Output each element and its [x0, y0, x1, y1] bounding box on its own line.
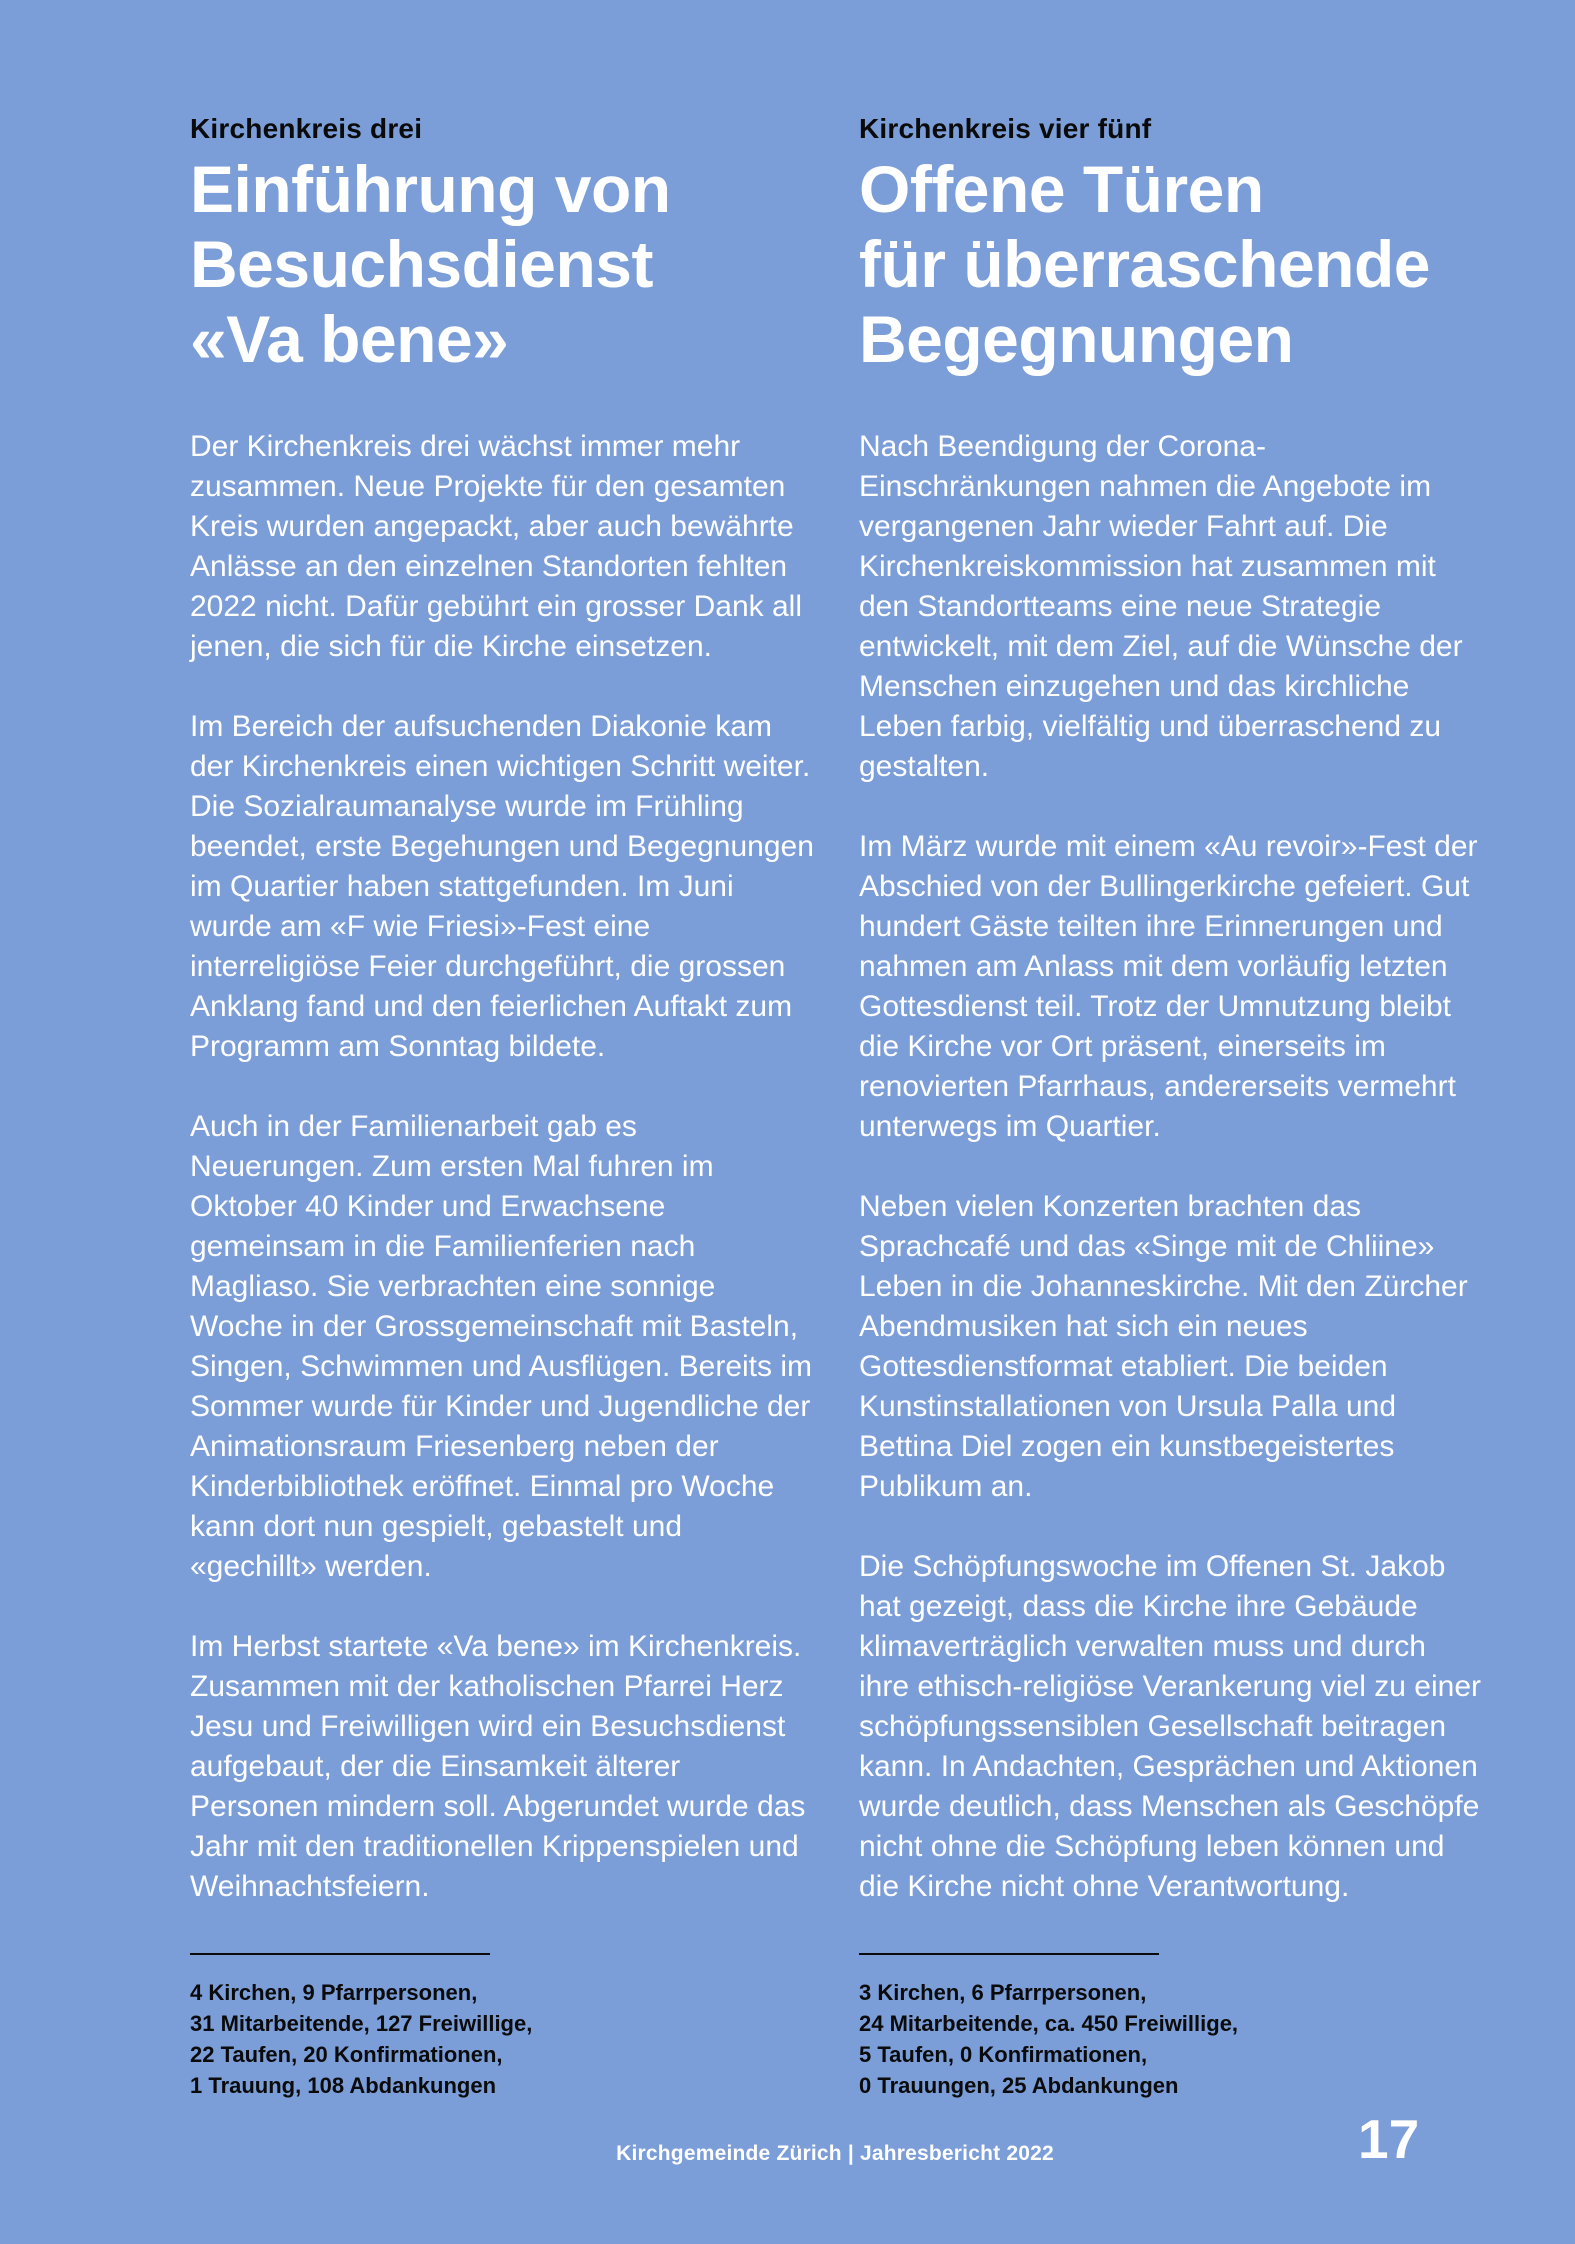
- stats-divider: [859, 1953, 1159, 1955]
- stats-line: 5 Taufen, 0 Konfirmationen,: [859, 2042, 1148, 2067]
- body-paragraph: Auch in der Familienarbeit gab es Neuerungen. Zum ersten Mal fuhren im Oktober 40 Kinder und Erwachsene gemeinsam in die Familienferien nach Magliaso. Sie verbrachten eine sonnige Woche in der Grossgemeinschaft mit Basteln, Singen, Schwimmen und Ausflügen. Bereits im Sommer wurde für Kinder und Jugendliche der Animationsraum Friesenberg neben der Kinderbibliothek eröffnet. Einmal pro Woche kann dort nun gespielt, gebastelt und «gechillt» werden.: [190, 1110, 812, 1583]
- footer-text: Kirchgemeinde Zürich | Jahresbericht 2022: [616, 2142, 1054, 2165]
- title-line: Besuchsdienst: [190, 227, 653, 301]
- stats-line: 24 Mitarbeitende, ca. 450 Freiwillige,: [859, 2011, 1239, 2036]
- title-line: Begegnungen: [859, 302, 1294, 376]
- right-article: [859, 112, 1483, 1947]
- body-paragraph: Nach Beendigung der Corona-Einschränkungen nahmen die Angebote im vergangenen Jahr wieder Fahrt auf. Die Kirchenkreiskommission hat zusammen mit den Standortteams eine neue Strategie entwickelt, mit dem Ziel, auf die Wünsche der Menschen einzugehen und das kirchliche Leben farbig, vielfältig und überraschend zu gestalten.: [859, 430, 1463, 783]
- stats-divider: [190, 1953, 490, 1955]
- left-article-body: [190, 427, 814, 1907]
- left-article-kicker: Kirchenkreis drei: [190, 113, 423, 144]
- left-stats-block: [190, 1953, 814, 2101]
- left-article: [190, 112, 814, 1947]
- title-line: Offene Türen: [859, 152, 1264, 226]
- body-paragraph: Der Kirchenkreis drei wächst immer mehr zusammen. Neue Projekte für den gesamten Kreis wurden angepackt, aber auch bewährte Anlässe an den einzelnen Standorten fehlten 2022 nicht. Dafür gebührt ein grosser Dank all jenen, die sich für die Kirche einsetzen.: [190, 430, 803, 663]
- right-stats-block: [859, 1953, 1483, 2101]
- stats-line: 4 Kirchen, 9 Pfarrpersonen,: [190, 1980, 478, 2005]
- title-line: für überraschende: [859, 227, 1430, 301]
- right-article-body: [859, 427, 1483, 1907]
- title-line: «Va bene»: [190, 302, 509, 376]
- body-paragraph: Im Bereich der aufsuchenden Diakonie kam der Kirchenkreis einen wichtigen Schritt weiter. Die Sozialraumanalyse wurde im Frühling beendet, erste Begehungen und Begegnungen im Quartier haben stattgefunden. Im Juni wurde am «F wie Friesi»-Fest eine interreligiöse Feier durchgeführt, die grossen Anklang fand und den feierlichen Auftakt zum Programm am Sonntag bildete.: [190, 710, 814, 1063]
- body-paragraph: Im Herbst startete «Va bene» im Kirchenkreis. Zusammen mit der katholischen Pfarrei Herz Jesu und Freiwilligen wird ein Besuchsdienst aufgebaut, der die Einsamkeit älterer Personen mindern soll. Abgerundet wurde das Jahr mit den traditionellen Krippenspielen und Weihnachtsfeiern.: [190, 1630, 806, 1903]
- right-article-title: [859, 152, 1483, 377]
- body-paragraph: Im März wurde mit einem «Au revoir»-Fest der Abschied von der Bullingerkirche gefeiert. Gut hundert Gäste teilten ihre Erinnerungen und nahmen am Anlass mit dem vorläufig letzten Gottesdienst teil. Trotz der Umnutzung bleibt die Kirche vor Ort präsent, einerseits im renovierten Pfarrhaus, andererseits vermehrt unterwegs im Quartier.: [859, 830, 1478, 1143]
- page-number: 17: [1358, 2108, 1420, 2170]
- stats-line: 22 Taufen, 20 Konfirmationen,: [190, 2042, 503, 2067]
- stats-line: 1 Trauung, 108 Abdankungen: [190, 2073, 497, 2098]
- title-line: Einführung von: [190, 152, 671, 226]
- stats-line: 3 Kirchen, 6 Pfarrpersonen,: [859, 1980, 1147, 2005]
- stats-line: 31 Mitarbeitende, 127 Freiwillige,: [190, 2011, 533, 2036]
- stats-line: 0 Trauungen, 25 Abdankungen: [859, 2073, 1179, 2098]
- right-article-kicker: Kirchenkreis vier fünf: [859, 113, 1152, 144]
- left-article-title: [190, 152, 814, 377]
- body-paragraph: Die Schöpfungswoche im Offenen St. Jakob hat gezeigt, dass die Kirche ihre Gebäude klimaverträglich verwalten muss und durch ihre ethisch-religiöse Verankerung viel zu einer schöpfungssensiblen Gesellschaft beitragen kann. In Andachten, Gesprächen und Aktionen wurde deutlich, dass Menschen als Geschöpfe nicht ohne die Schöpfung leben können und die Kirche nicht ohne Verantwortung.: [859, 1550, 1482, 1903]
- body-paragraph: Neben vielen Konzerten brachten das Sprachcafé und das «Singe mit de Chliine» Leben in die Johanneskirche. Mit den Zürcher Abendmusiken hat sich ein neues Gottesdienstformat etabliert. Die beiden Kunstinstallationen von Ursula Palla und Bettina Diel zogen ein kunstbegeistertes Publikum an.: [859, 1190, 1468, 1503]
- left-stats-lines: [190, 1977, 814, 2101]
- right-stats-lines: [859, 1977, 1483, 2101]
